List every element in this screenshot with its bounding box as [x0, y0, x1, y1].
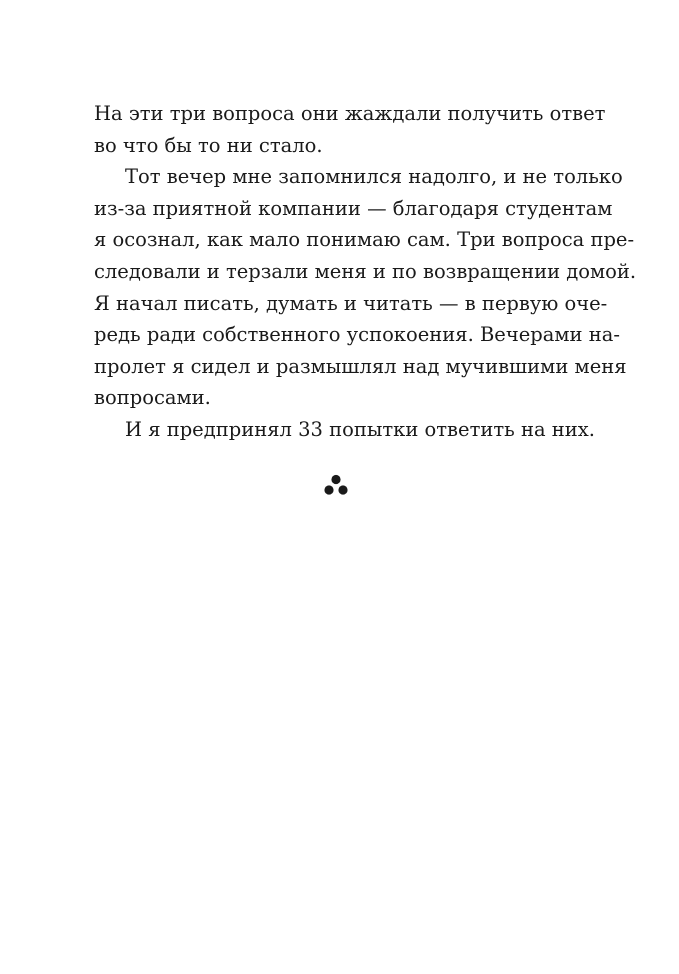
text-line: во что бы то ни стало.	[94, 133, 323, 157]
text-line: следовали и терзали меня и по возвращении домой.	[94, 259, 637, 283]
text-line: вопросами.	[94, 386, 211, 410]
text-line: Я начал писать, думать и читать — в первую оче-	[94, 291, 608, 315]
text-line: редь ради собственного успокоения. Вечерами на-	[94, 323, 620, 347]
ornament-dot-top	[331, 475, 340, 484]
text-line: На эти три вопроса они жаждали получить ответ	[94, 102, 606, 125]
text-line: И я предпринял 33 попытки ответить на них.	[125, 417, 595, 441]
text-line: из-за приятной компании — благодаря студентам	[94, 196, 613, 220]
three-dot-asterism-icon	[323, 474, 349, 496]
text-line: Тот вечер мне запомнился надолго, и не только	[125, 165, 623, 189]
body-text	[94, 98, 637, 446]
ornament-dot-left	[324, 485, 333, 494]
ornament-dot-right	[338, 485, 347, 494]
text-line: пролет я сидел и размышлял над мучившими меня	[94, 354, 627, 378]
text-line: я осознал, как мало понимаю сам. Три вопроса пре-	[94, 228, 635, 252]
